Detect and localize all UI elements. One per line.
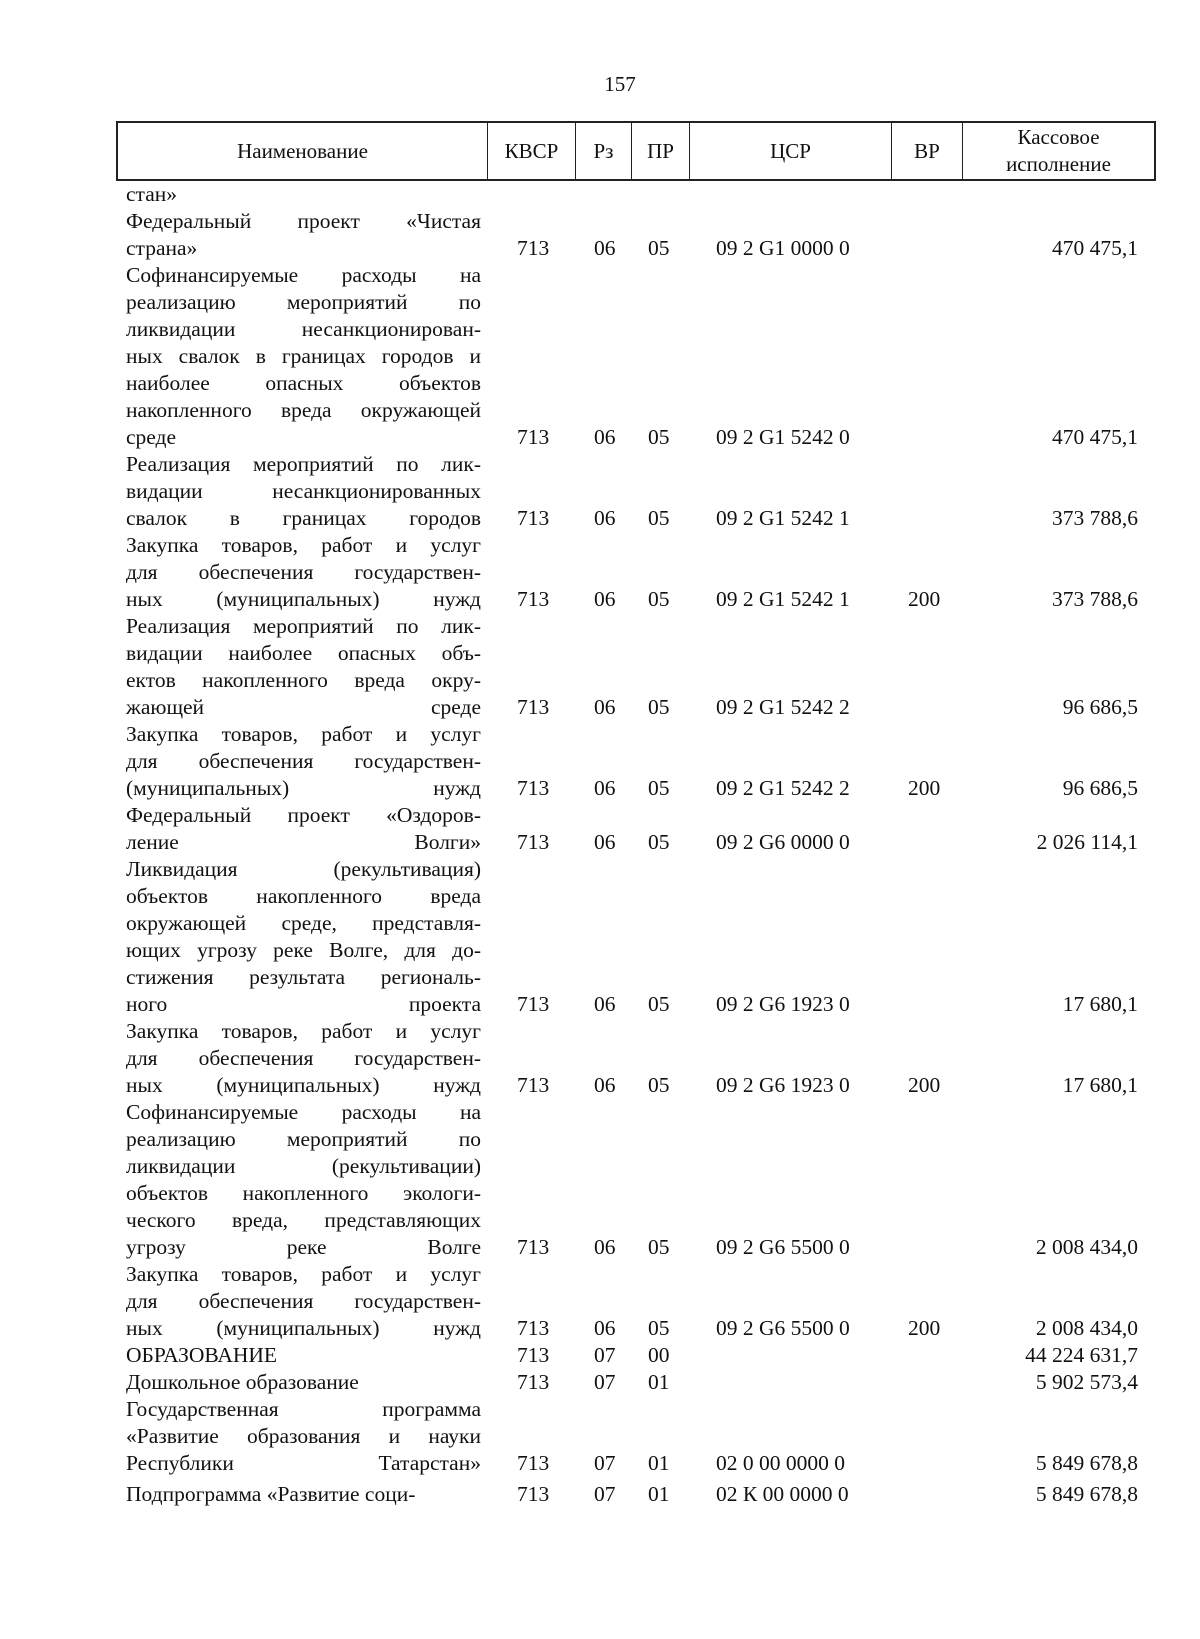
row-amount: 470 475,1 [1052, 425, 1138, 449]
header-amount-line1: Кассовое [1017, 125, 1100, 149]
table-body [0, 181, 1200, 1508]
row-csr: 09 2 G1 5242 1 [716, 506, 850, 530]
row-kvsr: 713 [517, 1451, 550, 1475]
row-amount: 17 680,1 [1062, 992, 1138, 1016]
row-name: Закупка товаров, работ и услуг для обеспечения государствен- ных (муниципальных) нужд [126, 533, 481, 611]
row-amount: 373 788,6 [1052, 587, 1138, 611]
row-kvsr: 713 [517, 1370, 550, 1394]
header-name: Наименование [118, 123, 488, 179]
row-rz: 06 [594, 1073, 616, 1097]
row-amount: 2 026 114,1 [1036, 830, 1138, 854]
row-name: Софинансируемые расходы на реализацию мероприятий по ликвидации несанкционирован- ных свалок в границах городов и наиболее опасных объектов накопленного вреда окружающей среде [126, 263, 481, 449]
row-csr: 09 2 G6 5500 0 [716, 1235, 850, 1259]
row-rz: 07 [594, 1482, 616, 1506]
row-name: Закупка товаров, работ и услуг для обеспечения государствен- (муниципальных) нужд [126, 722, 481, 800]
table-row [0, 721, 1200, 802]
row-vr: 200 [908, 776, 941, 800]
row-pr: 05 [648, 776, 670, 800]
page-number: 157 [604, 72, 636, 96]
row-csr: 02 0 00 0000 0 [716, 1451, 845, 1475]
row-amount: 2 008 434,0 [1035, 1316, 1138, 1340]
table-row [0, 181, 1200, 208]
row-rz: 06 [594, 236, 616, 260]
row-name: Государственная программа «Развитие образования и науки Республики Татарстан» [126, 1397, 481, 1475]
row-rz: 06 [594, 1235, 616, 1259]
table-row [0, 1342, 1200, 1369]
row-name: Ликвидация (рекультивация) объектов накопленного вреда окружающей среде, представля- ющих угрозу реке Волге, для до- стижения результата региональ- ного проекта [126, 857, 481, 1016]
row-amount: 2 008 434,0 [1035, 1235, 1138, 1259]
row-name: Подпрограмма «Развитие соци- [126, 1482, 416, 1506]
table-row [0, 856, 1200, 1018]
row-kvsr: 713 [517, 587, 550, 611]
row-amount: 96 686,5 [1062, 695, 1138, 719]
table-row [0, 1481, 1200, 1508]
row-pr: 05 [648, 506, 670, 530]
table-row [0, 262, 1200, 451]
table-row [0, 613, 1200, 721]
header-csr: ЦСР [690, 123, 892, 179]
row-rz: 06 [594, 695, 616, 719]
row-amount: 17 680,1 [1062, 1073, 1138, 1097]
row-name: ОБРАЗОВАНИЕ [126, 1343, 278, 1367]
row-csr: 09 2 G6 1923 0 [716, 1073, 850, 1097]
row-amount: 5 849 678,8 [1035, 1451, 1138, 1475]
row-amount: 5 902 573,4 [1035, 1370, 1138, 1394]
row-amount: 44 224 631,7 [1025, 1343, 1138, 1367]
row-pr: 05 [648, 695, 670, 719]
row-vr: 200 [908, 587, 941, 611]
row-kvsr: 713 [517, 425, 550, 449]
row-name: Софинансируемые расходы на реализацию мероприятий по ликвидации (рекультивации) объектов накопленного экологи- ческого вреда, представляющих угрозу реке Волге [126, 1100, 481, 1259]
header-kvsr: КВСР [488, 123, 576, 179]
row-amount: 373 788,6 [1052, 506, 1138, 530]
row-name: Реализация мероприятий по лик- видации несанкционированных свалок в границах городов [126, 452, 481, 530]
row-pr: 05 [648, 830, 670, 854]
row-rz: 06 [594, 992, 616, 1016]
header-pr: ПР [632, 123, 690, 179]
row-pr: 01 [648, 1482, 670, 1506]
row-csr: 09 2 G1 5242 0 [716, 425, 850, 449]
row-kvsr: 713 [517, 1343, 550, 1367]
table-row [0, 532, 1200, 613]
row-rz: 07 [594, 1343, 616, 1367]
table-row [0, 1396, 1200, 1477]
row-csr: 09 2 G6 1923 0 [716, 992, 850, 1016]
row-pr: 05 [648, 1073, 670, 1097]
row-pr: 05 [648, 1235, 670, 1259]
row-csr: 09 2 G1 5242 2 [716, 695, 850, 719]
row-rz: 07 [594, 1370, 616, 1394]
row-pr: 01 [648, 1451, 670, 1475]
row-name: Реализация мероприятий по лик- видации наиболее опасных объ- ектов накопленного вреда окру- жающей среде [126, 614, 481, 719]
row-rz: 06 [594, 830, 616, 854]
table-row [0, 802, 1200, 856]
row-csr: 09 2 G6 0000 0 [716, 830, 850, 854]
row-kvsr: 713 [517, 1235, 550, 1259]
row-kvsr: 713 [517, 695, 550, 719]
row-name: Закупка товаров, работ и услуг для обеспечения государствен- ных (муниципальных) нужд [126, 1262, 481, 1340]
row-pr: 05 [648, 236, 670, 260]
row-name: стан» [126, 182, 177, 206]
table-row [0, 1261, 1200, 1342]
row-csr: 09 2 G1 5242 2 [716, 776, 850, 800]
row-kvsr: 713 [517, 830, 550, 854]
row-vr: 200 [908, 1316, 941, 1340]
row-csr: 09 2 G6 5500 0 [716, 1316, 850, 1340]
header-rz: Рз [576, 123, 632, 179]
row-csr: 09 2 G1 5242 1 [716, 587, 850, 611]
table-row [0, 1018, 1200, 1099]
row-rz: 06 [594, 425, 616, 449]
row-rz: 06 [594, 506, 616, 530]
table-row [0, 451, 1200, 532]
row-kvsr: 713 [517, 1073, 550, 1097]
row-pr: 05 [648, 587, 670, 611]
row-vr: 200 [908, 1073, 941, 1097]
row-csr: 02 К 00 0000 0 [716, 1482, 849, 1506]
row-csr: 09 2 G1 0000 0 [716, 236, 850, 260]
row-pr: 05 [648, 1316, 670, 1340]
header-amount [963, 123, 1154, 179]
row-kvsr: 713 [517, 1482, 550, 1506]
table-header [116, 121, 1156, 181]
row-kvsr: 713 [517, 1316, 550, 1340]
row-amount: 5 849 678,8 [1035, 1482, 1138, 1506]
row-name: Федеральный проект «Оздоров- ление Волги» [126, 803, 481, 854]
row-amount: 96 686,5 [1062, 776, 1138, 800]
header-amount-line2: исполнение [1006, 152, 1111, 176]
row-rz: 06 [594, 587, 616, 611]
header-vr: ВР [892, 123, 963, 179]
row-name: Федеральный проект «Чистая страна» [126, 209, 481, 260]
row-rz: 06 [594, 776, 616, 800]
row-rz: 07 [594, 1451, 616, 1475]
table-row [0, 1369, 1200, 1396]
row-kvsr: 713 [517, 236, 550, 260]
table-row [0, 208, 1200, 262]
table-row [0, 1099, 1200, 1261]
row-amount: 470 475,1 [1052, 236, 1138, 260]
row-pr: 00 [648, 1343, 670, 1367]
row-rz: 06 [594, 1316, 616, 1340]
row-pr: 05 [648, 425, 670, 449]
row-name: Дошкольное образование [126, 1370, 359, 1394]
row-kvsr: 713 [517, 776, 550, 800]
row-pr: 05 [648, 992, 670, 1016]
row-kvsr: 713 [517, 992, 550, 1016]
row-name: Закупка товаров, работ и услуг для обеспечения государствен- ных (муниципальных) нужд [126, 1019, 481, 1097]
row-pr: 01 [648, 1370, 670, 1394]
row-kvsr: 713 [517, 506, 550, 530]
